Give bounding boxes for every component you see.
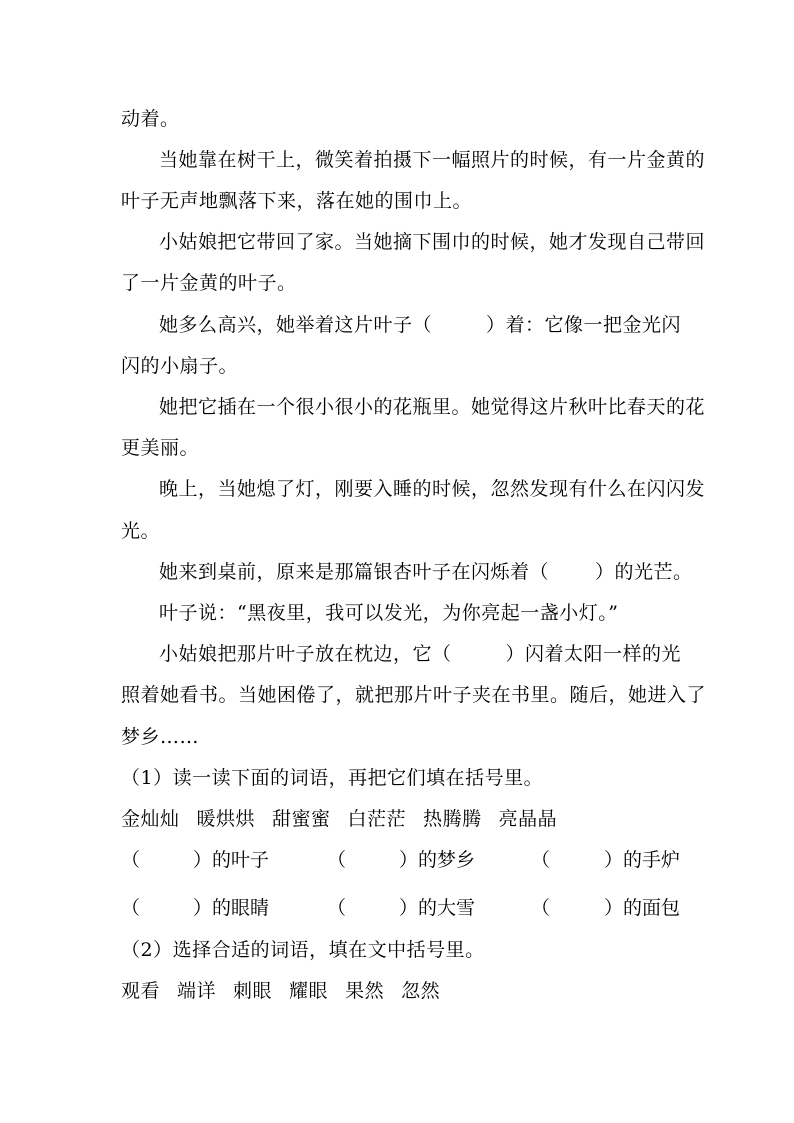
passage-text: ）着：它像一把金光闪 xyxy=(486,314,682,336)
blank-open: （ xyxy=(121,897,141,919)
fill-phrase: ）的手炉 xyxy=(604,849,681,871)
passage-line xyxy=(159,313,681,337)
passage-text: 她多么高兴，她举着这片叶子（ xyxy=(159,314,433,336)
word-option: 果然 xyxy=(345,980,385,1002)
passage-line: 动着。 xyxy=(121,108,180,130)
passage-line: 梦乡…… xyxy=(121,726,200,748)
word-option: 忽然 xyxy=(401,980,441,1002)
fill-phrase: ）的大雪 xyxy=(399,897,476,919)
word-option: 耀眼 xyxy=(289,980,329,1002)
passage-text: ）闪着太阳一样的光 xyxy=(505,643,682,665)
question-2-title: （2）选择合适的词语，填在文中括号里。 xyxy=(121,939,485,961)
passage-text: 她来到桌前，原来是那篇银杏叶子在闪烁着（ xyxy=(159,561,550,583)
fill-phrase: ）的面包 xyxy=(604,897,681,919)
fill-phrase: ）的叶子 xyxy=(193,849,270,871)
passage-line: 照着她看书。当她困倦了，就把那片叶子夹在书里。随后，她进入了 xyxy=(121,684,707,706)
blank-open: （ xyxy=(531,849,551,871)
word-option: 刺眼 xyxy=(233,980,273,1002)
passage-line: 晚上，当她熄了灯，刚要入睡的时候，忽然发现有什么在闪闪发 xyxy=(159,478,706,500)
passage-line xyxy=(159,642,681,666)
blank-open: （ xyxy=(327,897,347,919)
question-1-title: （1）读一读下面的词语，再把它们填在括号里。 xyxy=(121,767,544,789)
fill-phrase: ）的眼睛 xyxy=(193,897,270,919)
word-option: 热腾腾 xyxy=(423,808,482,830)
passage-line: 更美丽。 xyxy=(121,437,200,459)
passage-line: 小姑娘把它带回了家。当她摘下围巾的时候，她才发现自己带回 xyxy=(159,231,706,253)
passage-line: 了一片金黄的叶子。 xyxy=(121,272,297,294)
word-option: 白茫茫 xyxy=(347,808,407,830)
word-option: 金灿灿 xyxy=(121,808,180,830)
word-option: 暖烘烘 xyxy=(196,808,256,830)
blank-open: （ xyxy=(327,849,347,871)
passage-line: 叶子说：“黑夜里，我可以发光，为你亮起一盏小灯。” xyxy=(159,602,619,624)
passage-line xyxy=(159,560,693,584)
passage-line: 光。 xyxy=(121,520,161,542)
passage-line: 叶子无声地飘落下来，落在她的围巾上。 xyxy=(121,190,473,212)
word-option: 端详 xyxy=(177,980,217,1002)
q2-word-bank xyxy=(121,979,457,1003)
fill-phrase: ）的梦乡 xyxy=(399,849,476,871)
word-option: 甜蜜蜜 xyxy=(272,808,331,830)
word-option: 观看 xyxy=(121,980,161,1002)
passage-line: 她把它插在一个很小很小的花瓶里。她觉得这片秋叶比春天的花 xyxy=(159,396,706,418)
blank-open: （ xyxy=(531,897,551,919)
passage-line: 闪的小扇子。 xyxy=(121,355,239,377)
passage-line: 当她靠在树干上，微笑着拍摄下一幅照片的时候，有一片金黄的 xyxy=(159,149,706,171)
passage-text: ）的光芒。 xyxy=(595,561,693,583)
blank-open: （ xyxy=(121,849,141,871)
passage-text: 小姑娘把那片叶子放在枕边，它（ xyxy=(159,643,452,665)
q1-word-bank xyxy=(121,807,574,831)
word-option: 亮晶晶 xyxy=(498,808,558,830)
